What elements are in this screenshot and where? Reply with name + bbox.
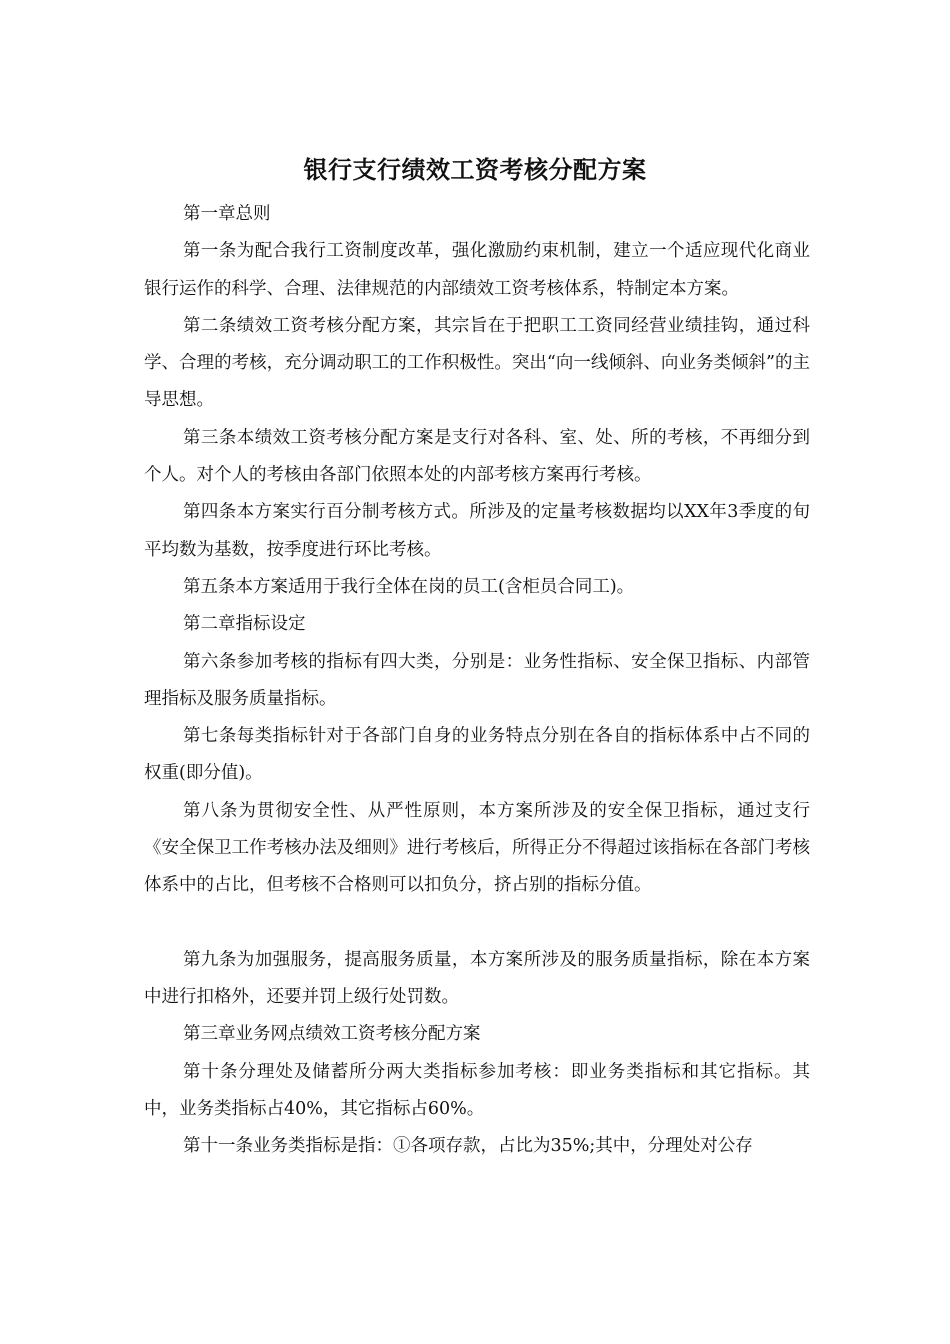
chapter-heading: 第二章指标设定: [183, 614, 306, 635]
article-paragraph: 第七条每类指标针对于各部门自身的业务特点分别在各自的指标体系中占不同的权重(即分值)。: [144, 726, 810, 784]
article-paragraph: 第十一条业务类指标是指：①各项存款，占比为35%;其中，分理处对公存: [183, 1136, 753, 1157]
chapter-heading: 第三章业务网点绩效工资考核分配方案: [183, 1024, 481, 1045]
article-paragraph: 第二条绩效工资考核分配方案，其宗旨在于把职工工资同经营业绩挂钩，通过科学、合理的考核，充分调动职工的工作积极性。突出“向一线倾斜、向业务类倾斜”的主导思想。: [144, 315, 810, 411]
document-title: 银行支行绩效工资考核分配方案: [303, 156, 647, 184]
article-paragraph: 第五条本方案适用于我行全体在岗的员工(含柜员合同工)。: [183, 576, 635, 597]
article-paragraph: 第三条本绩效工资考核分配方案是支行对各科、室、处、所的考核，不再细分到个人。对个人的考核由各部门依照本处的内部考核方案再行考核。: [144, 427, 810, 486]
article-paragraph: 第四条本方案实行百分制考核方式。所涉及的定量考核数据均以XX年3季度的旬平均数为基数，按季度进行环比考核。: [144, 502, 810, 560]
article-paragraph: 第六条参加考核的指标有四大类，分别是：业务性指标、安全保卫指标、内部管理指标及服务质量指标。: [144, 651, 810, 709]
article-paragraph: 第十条分理处及储蓄所分两大类指标参加考核：即业务类指标和其它指标。其中，业务类指标占40%，其它指标占60%。: [144, 1061, 810, 1119]
article-paragraph: 第一条为配合我行工资制度改革，强化激励约束机制，建立一个适应现代化商业银行运作的科学、合理、法律规范的内部绩效工资考核体系，特制定本方案。: [144, 241, 810, 299]
chapter-heading: 第一章总则: [183, 204, 271, 224]
article-paragraph: 第九条为加强服务，提高服务质量，本方案所涉及的服务质量指标，除在本方案中进行扣格外，还要并罚上级行处罚数。: [144, 949, 810, 1007]
article-paragraph: 第八条为贯彻安全性、从严性原则，本方案所涉及的安全保卫指标，通过支行《安全保卫工作考核办法及细则》进行考核后，所得正分不得超过该指标在各部门考核体系中的占比，但考核不合格则可以扣负分，挤占别的指标分值。: [144, 800, 810, 896]
document-body: [144, 196, 810, 1165]
